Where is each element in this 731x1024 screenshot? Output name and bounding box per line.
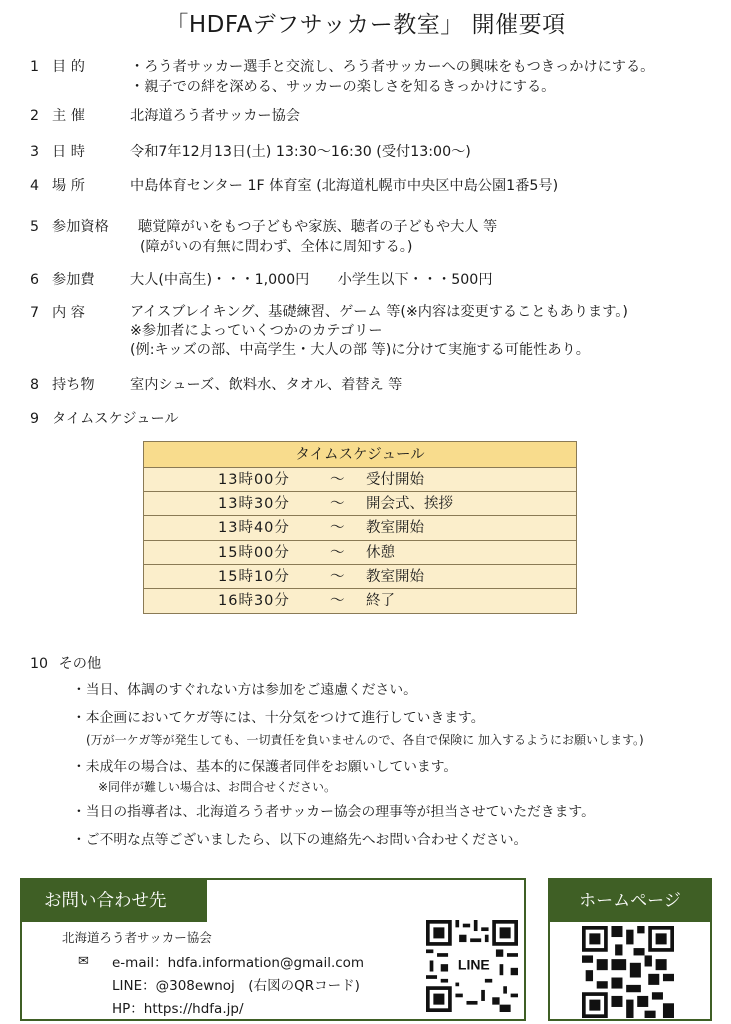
item-label: 持ち物 bbox=[52, 377, 95, 393]
item-number: 9 bbox=[30, 411, 40, 427]
item-label: 場 所 bbox=[52, 178, 85, 194]
item-number: 3 bbox=[30, 144, 40, 160]
homepage-header: ホームページ bbox=[550, 880, 710, 922]
other-subnote: (万が一ケガ等が発生しても、一切責任を負いませんので、各自で保険に 加入するようにお願いします。) bbox=[86, 733, 644, 747]
item-number: 7 bbox=[30, 305, 40, 321]
item-label: 主 催 bbox=[52, 108, 85, 124]
contact-org: 北海道ろう者サッカー協会 bbox=[62, 930, 212, 945]
contact-email[interactable]: e-mail：hdfa.information@gmail.com bbox=[112, 955, 365, 971]
schedule-tilde: 〜 bbox=[330, 496, 345, 513]
schedule-event: 終了 bbox=[366, 592, 395, 609]
table-row bbox=[144, 468, 576, 492]
schedule-event: 受付開始 bbox=[366, 472, 424, 488]
mail-icon: ✉ bbox=[78, 954, 89, 969]
item-line: (障がいの有無に問わず、全体に周知する。) bbox=[140, 239, 413, 255]
homepage-qr-code[interactable] bbox=[582, 926, 674, 1018]
qr-label: LINE bbox=[457, 956, 490, 973]
item-line: (例:キッズの部、中高学生・大人の部 等)に分けて実施する可能性あり。 bbox=[130, 342, 590, 358]
schedule-time: 15時00分 bbox=[218, 544, 290, 561]
page-title: 「HDFAデフサッカー教室」 開催要項 bbox=[165, 12, 566, 38]
other-heading bbox=[30, 653, 101, 673]
item-line: ・ろう者サッカー選手と交流し、ろう者サッカーへの興味をもつきっかけにする。 bbox=[130, 59, 655, 75]
table-row bbox=[144, 492, 576, 516]
item-label: その他 bbox=[58, 656, 102, 672]
schedule-event: 教室開始 bbox=[366, 520, 424, 537]
item-line: 北海道ろう者サッカー協会 bbox=[130, 108, 300, 124]
item-line: 聴覚障がいをもつ子どもや家族、聴者の子どもや大人 等 bbox=[138, 219, 498, 235]
schedule-time: 15時10分 bbox=[218, 568, 290, 585]
item-label: タイムスケジュール bbox=[52, 411, 179, 427]
other-note: ・当日、体調のすぐれない方は参加をご遠慮ください。 bbox=[72, 682, 417, 698]
contact-line[interactable]: LINE：@308ewnoj (右図のQRコード) bbox=[112, 978, 360, 994]
other-subnote: ※同伴が難しい場合は、お問合せください。 bbox=[98, 780, 337, 794]
item-line: ・親子での絆を深める、サッカーの楽しさを知るきっかけにする。 bbox=[130, 79, 556, 95]
schedule-time: 13時00分 bbox=[218, 472, 290, 488]
line-qr-code[interactable] bbox=[426, 920, 518, 1012]
table-row bbox=[144, 589, 576, 613]
schedule-header: タイムスケジュール bbox=[144, 442, 576, 468]
item-line: アイスブレイキング、基礎練習、ゲーム 等(※内容は変更することもあります。) bbox=[130, 304, 628, 320]
table-row bbox=[144, 565, 576, 589]
schedule-time: 16時30分 bbox=[218, 592, 290, 609]
item-line: 室内シューズ、飲料水、タオル、着替え 等 bbox=[130, 377, 403, 393]
item-line: 中島体育センター 1F 体育室 (北海道札幌市中央区中島公園1番5号) bbox=[130, 178, 559, 194]
table-row bbox=[144, 516, 576, 540]
schedule-tilde: 〜 bbox=[330, 568, 345, 585]
schedule-event: 教室開始 bbox=[366, 568, 424, 585]
schedule-tilde: 〜 bbox=[330, 520, 345, 537]
item-line: ※参加者によっていくつかのカテゴリー bbox=[130, 323, 383, 339]
other-note: ・本企画においてケガ等には、十分気をつけて進行していきます。 bbox=[72, 710, 485, 726]
schedule-event: 開会式、挨拶 bbox=[366, 496, 453, 513]
item-label: 参加資格 bbox=[52, 219, 109, 235]
contact-header: お問い合わせ先 bbox=[22, 880, 207, 922]
item-number: 5 bbox=[30, 219, 40, 235]
item-number: 1 bbox=[30, 59, 40, 75]
contact-box bbox=[20, 878, 526, 1021]
item-label: 日 時 bbox=[52, 144, 85, 160]
item-number: 2 bbox=[30, 108, 40, 124]
homepage-box bbox=[548, 878, 712, 1021]
schedule-tilde: 〜 bbox=[330, 472, 345, 488]
item-number: 4 bbox=[30, 178, 40, 194]
item-line: 大人(中高生)・・・1,000円 小学生以下・・・500円 bbox=[130, 272, 493, 288]
table-row bbox=[144, 541, 576, 565]
schedule-time: 13時40分 bbox=[218, 520, 290, 537]
schedule-table bbox=[143, 441, 577, 614]
other-note: ・未成年の場合は、基本的に保護者同伴をお願いしています。 bbox=[72, 759, 458, 775]
contact-hp[interactable]: HP：https://hdfa.jp/ bbox=[112, 1001, 244, 1017]
other-note: ・当日の指導者は、北海道ろう者サッカー協会の理事等が担当させていただきます。 bbox=[72, 804, 595, 820]
schedule-tilde: 〜 bbox=[330, 544, 345, 561]
item-number: 6 bbox=[30, 272, 40, 288]
item-label: 参加費 bbox=[52, 272, 95, 288]
item-label: 内 容 bbox=[52, 305, 85, 321]
other-note: ・ご不明な点等ございましたら、以下の連絡先へお問い合わせください。 bbox=[72, 832, 528, 848]
item-line: 令和7年12月13日(土) 13:30〜16:30 (受付13:00〜) bbox=[130, 144, 471, 160]
item-number: 8 bbox=[30, 377, 40, 393]
item-label: 目 的 bbox=[52, 59, 85, 75]
schedule-tilde: 〜 bbox=[330, 592, 345, 609]
item-number: 10 bbox=[30, 656, 49, 672]
schedule-event: 休憩 bbox=[366, 544, 395, 561]
schedule-time: 13時30分 bbox=[218, 496, 290, 513]
